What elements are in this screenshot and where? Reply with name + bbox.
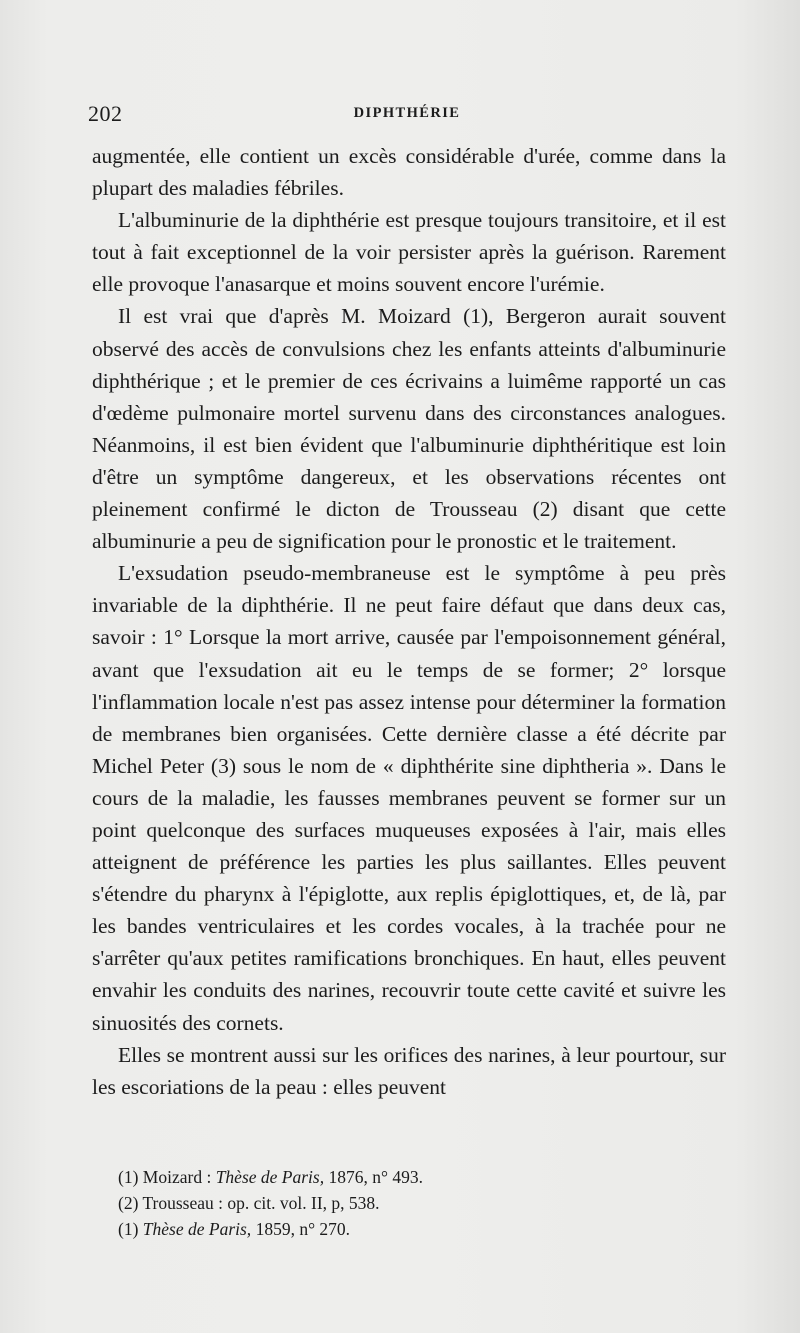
footnote-3 <box>118 1216 718 1242</box>
footnote-author: Moizard : <box>142 1167 212 1187</box>
footnote-author: Trousseau : op. cit. vol. II, p, 538. <box>142 1193 380 1213</box>
footnote-title: Thèse de Paris, <box>142 1219 252 1239</box>
page-header <box>88 101 726 127</box>
paragraph-moizard: Il est vrai que d'après M. Moizard (1), Bergeron aurait souvent observé des accès de convulsions chez les enfants atteints d'albuminurie diphthérique ; et le premier de ces écrivains a luimême rapporté un cas d'œdème pulmonaire mortel survenu dans des circonstances analogues. Néanmoins, il est bien évident que l'albuminurie diphthéritique est loin d'être un symptôme dangereux, et les observations récentes ont pleinement confirmé le dicton de Trousseau (2) disant que cette albuminurie a peu de signification pour le pronostic et le traitement. <box>92 304 726 554</box>
running-head: DIPHTHÉRIE <box>353 105 461 121</box>
paragraph-albuminurie: L'albuminurie de la diphthérie est presque toujours transitoire, et il est tout à fait exceptionnel de la voir persister après la guérison. Rarement elle provoque l'anasarque et moins souvent encore l'urémie. <box>92 208 726 297</box>
footnote-ref: 1859, n° 270. <box>255 1219 351 1239</box>
footnotes <box>118 1164 718 1242</box>
footnote-number: (1) <box>118 1219 139 1239</box>
footnote-number: (2) <box>118 1193 139 1213</box>
body-text <box>92 140 726 1103</box>
paragraph-continuation: augmentée, elle contient un excès considérable d'urée, comme dans la plupart des maladies fébriles. <box>92 144 726 201</box>
footnote-ref: 1876, n° 493. <box>328 1167 423 1187</box>
paragraph-exsudation: L'exsudation pseudo-membraneuse est le symptôme à peu près invariable de la diphthérie. Il ne peut faire défaut que dans deux cas, savoir : 1° Lorsque la mort arrive, causée par l'empoisonnement général, avant que l'exsudation ait eu le temps de se former; 2° lorsque l'inflammation locale n'est pas assez intense pour déterminer la formation de membranes bien organisées. Cette dernière classe a été décrite par Michel Peter (3) sous le nom de « diphthérite sine diphtheria ». Dans le cours de la maladie, les fausses membranes peuvent se former sur un point quelconque des surfaces muqueuses exposées à l'air, mais elles atteignent de préférence les parties les plus saillantes. Elles peuvent s'étendre du pharynx à l'épiglotte, aux replis épiglottiques, et, de là, par les bandes ventriculaires et les cordes vocales, à la trachée pour ne s'arrêter qu'aux petites ramifications bronchiques. En haut, elles peuvent envahir les conduits des narines, recouvrir toute cette cavité et suivre les sinuosités des cornets. <box>92 561 726 1035</box>
paragraph-orifices: Elles se montrent aussi sur les orifices des narines, à leur pourtour, sur les escoriations de la peau : elles peuvent <box>92 1042 726 1099</box>
page-number: 202 <box>88 101 123 126</box>
footnote-2 <box>118 1190 718 1216</box>
footnote-1 <box>118 1164 718 1190</box>
footnote-number: (1) <box>118 1167 139 1187</box>
footnote-title: Thèse de Paris, <box>215 1167 325 1187</box>
